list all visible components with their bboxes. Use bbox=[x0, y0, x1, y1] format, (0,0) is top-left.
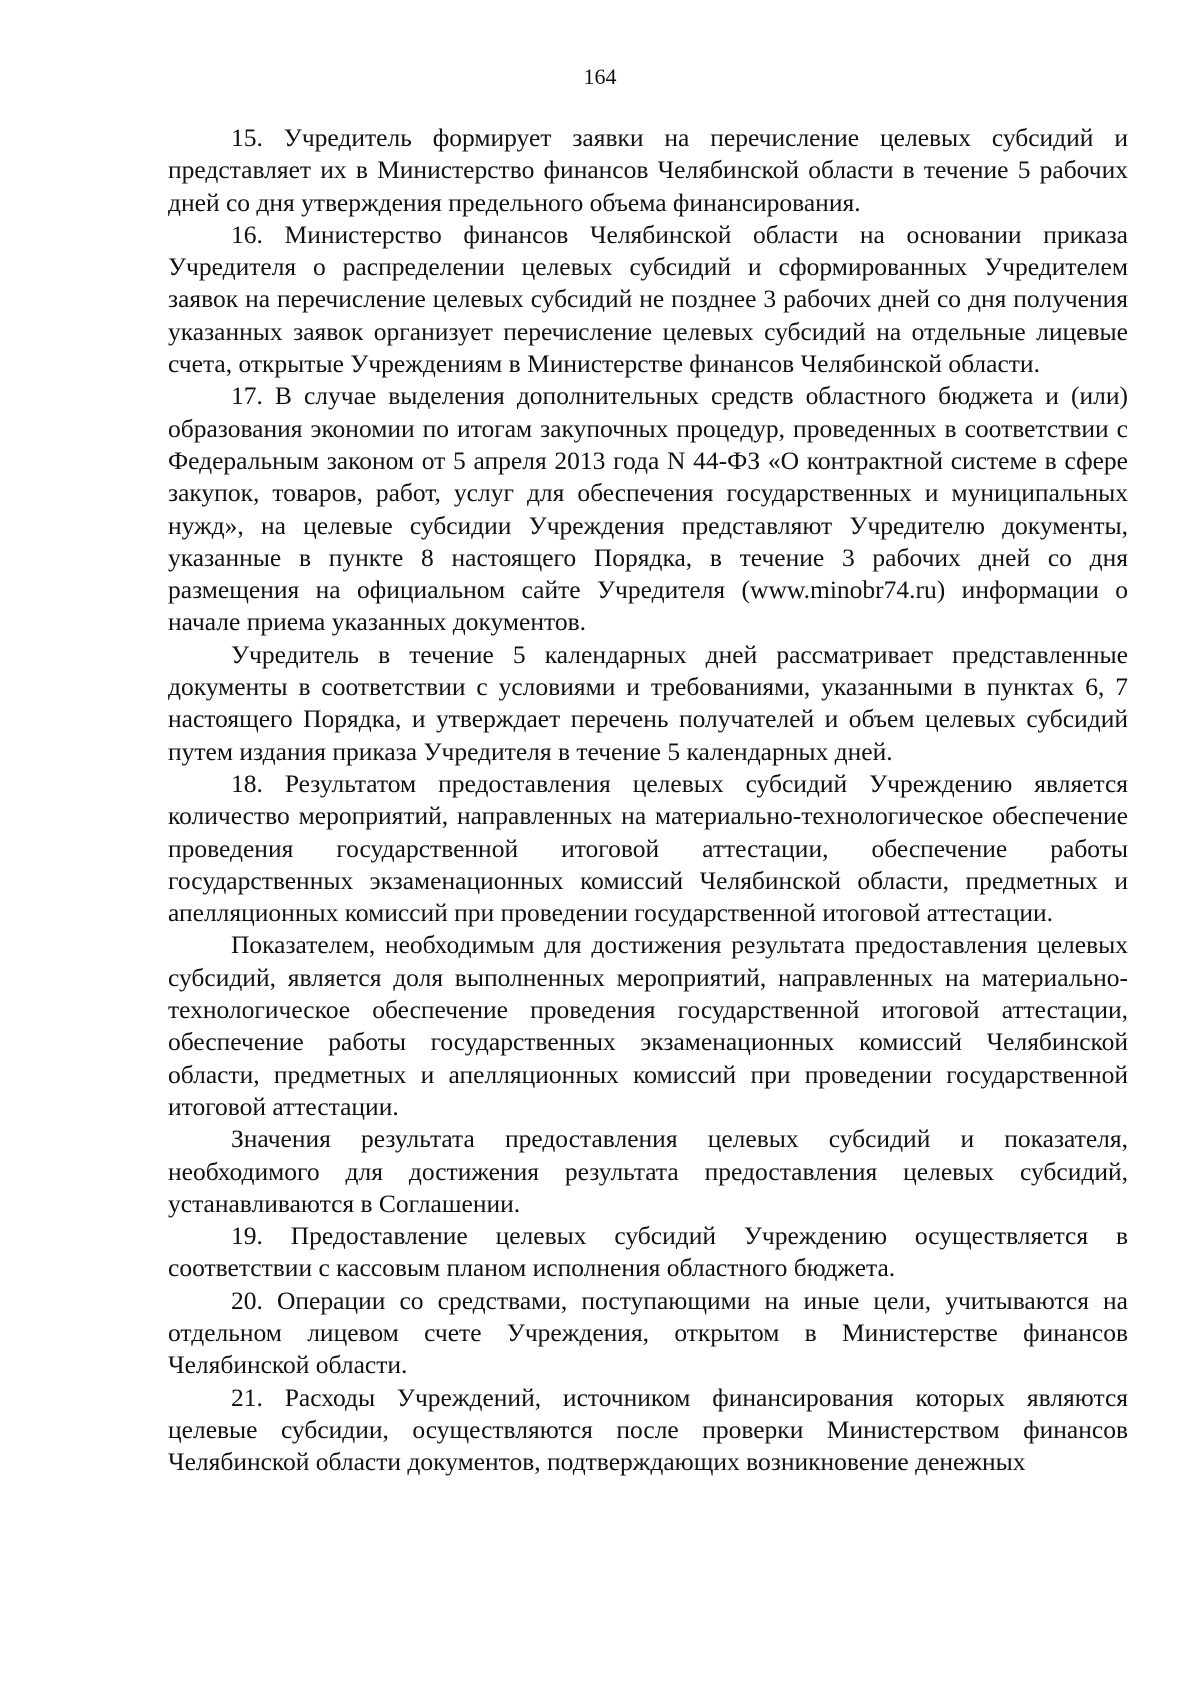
page-number: 164 bbox=[583, 64, 617, 89]
paragraph-15: 15. Учредитель формирует заявки на перечисление целевых субсидий и представляет их в Министерство финансов Челябинской области в течение 5 рабочих дней со дня утверждения предельного объема финансирования. bbox=[168, 123, 1128, 217]
paragraph-18-indicator: Показателем, необходимым для достижения результата предоставления целевых субсидий, является доля выполненных мероприятий, направленных на материально-технологическое обеспечение проведения государственной итоговой аттестации, обеспечение работы государственных экзаменационных комиссий Челябинской области, предметных и апелляционных комиссий при проведении государственной итоговой аттестации. bbox=[168, 930, 1128, 1121]
paragraph-19: 19. Предоставление целевых субсидий Учреждению осуществляется в соответствии с кассовым планом исполнения областного бюджета. bbox=[168, 1221, 1128, 1283]
paragraph-21: 21. Расходы Учреждений, источником финансирования которых являются целевые субсидии, осуществляются после проверки Министерством финансов Челябинской области документов, подтверждающих возникновение денежных bbox=[168, 1382, 1128, 1477]
paragraph-17-continued: Учредитель в течение 5 календарных дней рассматривает представленные документы в соответствии с условиями и требованиями, указанными в пунктах 6, 7 настоящего Порядка, и утверждает перечень получателей и объем целевых субсидий путем издания приказа Учредителя в течение 5 календарных дней. bbox=[168, 639, 1128, 766]
document-body bbox=[168, 122, 1128, 1478]
paragraph-17: 17. В случае выделения дополнительных средств областного бюджета и (или) образования экономии по итогам закупочных процедур, проведенных в соответствии с Федеральным законом от 5 апреля 2013 года N 44-ФЗ «О контрактной системе в сфере закупок, товаров, работ, услуг для обеспечения государственных и муниципальных нужд», на целевые субсидии Учреждения представляют Учредителю документы, указанные в пункте 8 настоящего Порядка, в течение 3 рабочих дней со дня размещения на официальном сайте Учредителя (www.minobr74.ru) информации о начале приема указанных документов. bbox=[168, 381, 1128, 637]
paragraph-18-values: Значения результата предоставления целевых субсидий и показателя, необходимого для достижения результата предоставления целевых субсидий, устанавливаются в Соглашении. bbox=[168, 1124, 1128, 1218]
paragraph-18: 18. Результатом предоставления целевых субсидий Учреждению является количество мероприятий, направленных на материально-технологическое обеспечение проведения государственной итоговой аттестации, обеспечение работы государственных экзаменационных комиссий Челябинской области, предметных и апелляционных комиссий при проведении государственной итоговой аттестации. bbox=[168, 768, 1128, 928]
paragraph-16: 16. Министерство финансов Челябинской области на основании приказа Учредителя о распределении целевых субсидий и сформированных Учредителем заявок на перечисление целевых субсидий не позднее 3 рабочих дней со дня получения указанных заявок организует перечисление целевых субсидий на отдельные лицевые счета, открытые Учреждениям в Министерстве финансов Челябинской области. bbox=[168, 219, 1128, 379]
paragraph-20: 20. Операции со средствами, поступающими на иные цели, учитываются на отдельном лицевом счете Учреждения, открытом в Министерстве финансов Челябинской области. bbox=[168, 1285, 1128, 1380]
